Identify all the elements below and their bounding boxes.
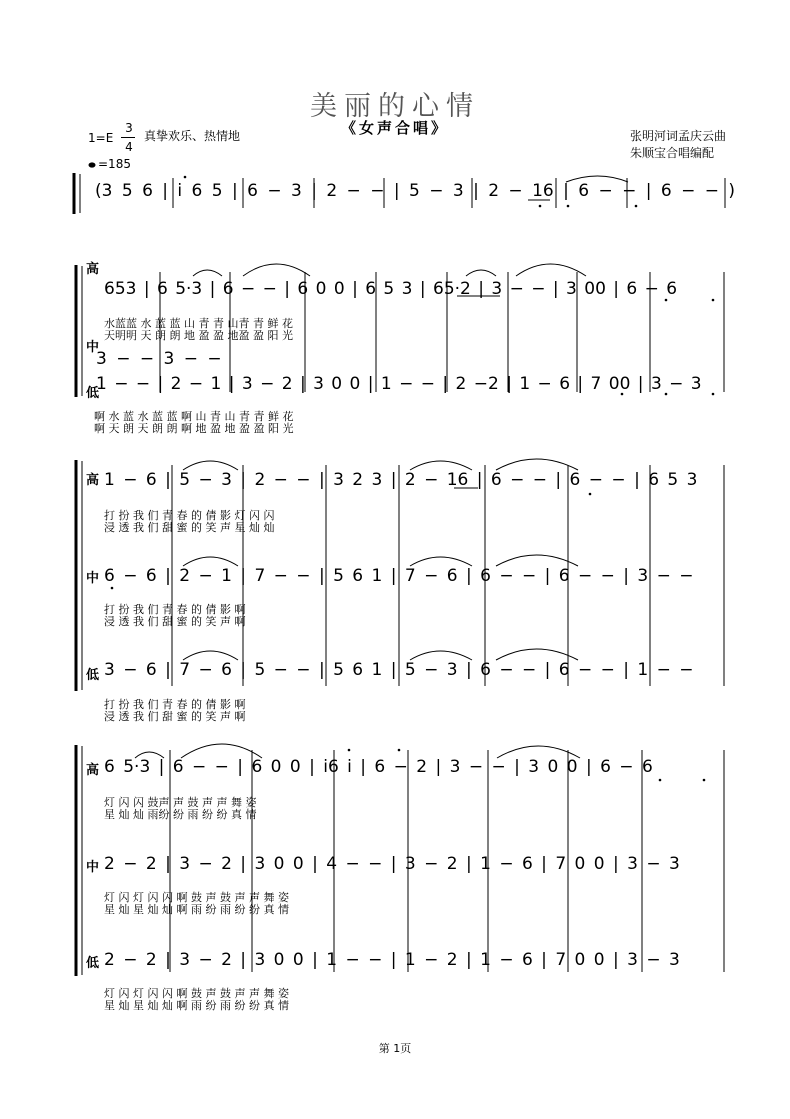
system2-low-lyric-verse1: 打 扮 我 们 青 春 的 倩 影 啊 [104,698,246,711]
system2-mid-notes: 6 − 6 | 2 − 1 | 7 − − | 5 6 1 | 7 − 6 | 6 − − | 6 − − | 3 − − [104,566,694,586]
system2-high-lyric-verse1: 打 扮 我 们 青 春 的 倩 影 灯 闪 闪 [104,509,275,522]
part-label-low: 低 [86,956,100,971]
system3-high-lyric-verse1: 灯 闪 闪 鼓声 声 鼓 声 声 舞 姿 [104,796,257,809]
system2-high-notes: 1 − 6 | 5 − 3 | 2 − − | 3 2 3 | 2 − 16 | 6 − − | 6 − − | 6 5 3 [104,470,698,490]
system2-mid-lyric-verse2: 浸 透 我 们 甜 蜜 的 笑 声 啊 [104,615,246,628]
system1-high-lyric-verse2: 天明明 天 朗 朗 地 盈 盈 地盈 盈 阳 光 [104,329,293,342]
system2-mid-lyric-verse1: 打 扮 我 们 青 春 的 倩 影 啊 [104,603,246,616]
system3-low-lyric-verse1: 灯 闪 灯 闪 闪 啊 鼓 声 鼓 声 声 舞 姿 [104,987,289,1000]
tempo-marking: =185 [98,157,131,171]
part-label-mid: 中 [86,571,100,586]
part-label-high: 高 [86,262,100,277]
system3-high-notes: 6 5·3 | 6 − − | 6 0 0 | i6 i | 6 − 2 | 3 − − | 3 0 0 | 6 − 6 [104,757,653,777]
credits-arranger: 朱顺宝合唱编配 [630,146,715,160]
song-subtitle: 《女声合唱》 [340,119,449,137]
part-label-mid: 中 [86,860,100,875]
time-signature-bottom: 4 [125,140,133,154]
system3-mid-notes: 2 − 2 | 3 − 2 | 3 0 0 | 4 − − | 3 − 2 | 1 − 6 | 7 0 0 | 3 − 3 [104,854,680,874]
key-signature: 1=E [88,131,114,145]
expression-marking: 真挚欢乐、热情地 [144,129,241,143]
system3-low-notes: 2 − 2 | 3 − 2 | 3 0 0 | 1 − − | 1 − 2 | 1 − 6 | 7 0 0 | 3 − 3 [104,950,680,970]
part-label-mid: 中 [86,340,100,355]
system1-low-lyric-verse2: 啊 天 朗 天 朗 朗 啊 地 盈 地 盈 盈 阳 光 [94,422,294,435]
time-signature-top: 3 [125,121,133,135]
system1-low-notes: 1 − − | 2 − 1 | 3 − 2 | 3 0 0 | 1 − − | 2 −2 | 1 − 6 | 7 00 | 3 − 3 [96,374,702,394]
system3-mid-lyric-verse2: 星 灿 星 灿 灿 啊 雨 纷 雨 纷 纷 真 情 [104,903,289,916]
system1-mid-notes: 3 − − 3 − − [96,349,222,369]
song-title: 美丽的心情 [310,91,480,122]
intro-notes: (3 5 6 | i 6 5 | 6 − 3 | 2 − − | 5 − 3 | 2 − 16 | 6 − − | 6 − − ) [95,181,736,201]
part-label-low: 低 [86,668,100,683]
part-label-high: 高 [86,763,100,778]
credits-lyricist-composer: 张明河词孟庆云曲 [630,129,727,143]
page-number: 第 1页 [378,1042,412,1055]
system1-high-lyric-verse1: 水蓝蓝 水 蓝 蓝 山 青 青 山青 青 鲜 花 [104,317,293,330]
system3-low-lyric-verse2: 星 灿 星 灿 灿 啊 雨 纷 雨 纷 纷 真 情 [104,999,289,1012]
system1-high-notes: 653 | 6 5·3 | 6 − − | 6 0 0 | 6 5 3 | 65·2 | 3 − − | 3 00 | 6 − 6 [104,279,678,299]
system2-high-lyric-verse2: 浸 透 我 们 甜 蜜 的 笑 声 星 灿 灿 [104,521,275,534]
system1-low-lyric-verse1: 啊 水 蓝 水 蓝 蓝 啊 山 青 山 青 青 鲜 花 [94,410,294,423]
part-label-low: 低 [86,386,100,401]
system2-low-notes: 3 − 6 | 7 − 6 | 5 − − | 5 6 1 | 5 − 3 | 6 − − | 6 − − | 1 − − [104,660,694,680]
system2-low-lyric-verse2: 浸 透 我 们 甜 蜜 的 笑 声 啊 [104,710,246,723]
part-label-high: 高 [86,473,100,488]
system3-mid-lyric-verse1: 灯 闪 灯 闪 闪 啊 鼓 声 鼓 声 声 舞 姿 [104,891,289,904]
system3-high-lyric-verse2: 星 灿 灿 雨纷 纷 雨 纷 纷 真 情 [104,808,257,821]
time-signature-rule [121,137,135,138]
